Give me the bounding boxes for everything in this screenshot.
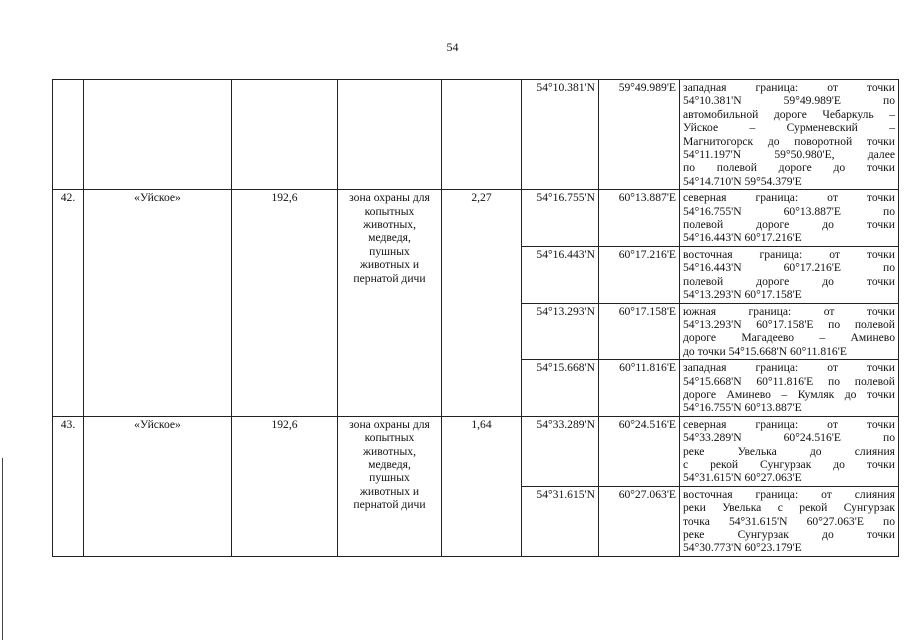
zone-type-line: зона охраны для bbox=[349, 417, 430, 431]
border-description-line: дороге Магадеево – Аминево bbox=[683, 331, 895, 345]
border-description-line: реке Увелька до слияния bbox=[683, 444, 895, 458]
zone-type-line: пернатой дичи bbox=[353, 498, 426, 512]
border-description-line: по полевой дороге до точки bbox=[683, 161, 895, 175]
zone-number-cell bbox=[53, 80, 84, 190]
zone-type-line: пернатой дичи bbox=[353, 271, 426, 285]
zone-type-cell bbox=[338, 190, 442, 417]
longitude-cell: 60°13.887'E bbox=[599, 190, 680, 247]
border-description-line: с рекой Сунгурзак до точки bbox=[683, 457, 895, 471]
border-description-cell bbox=[680, 486, 899, 556]
border-description-cell bbox=[680, 190, 899, 247]
border-description-line: 54°33.289'N 60°24.516'E по bbox=[683, 431, 895, 445]
border-description-line: 54°11.197'N 59°50.980'E, далее bbox=[683, 148, 895, 162]
latitude-cell: 54°33.289'N bbox=[522, 416, 599, 486]
border-description-line: 54°13.293'N 60°17.158'E bbox=[683, 288, 802, 302]
zone-type-cell bbox=[338, 416, 442, 556]
border-description-cell bbox=[680, 303, 899, 360]
zone-type-line: животных и bbox=[359, 484, 420, 498]
longitude-cell: 60°27.063'E bbox=[599, 486, 680, 556]
latitude-cell: 54°31.615'N bbox=[522, 486, 599, 556]
border-description-line: северная граница: от точки bbox=[683, 191, 895, 205]
latitude-cell: 54°10.381'N bbox=[522, 80, 599, 190]
longitude-cell: 60°17.216'E bbox=[599, 246, 680, 303]
zone-area-cell: 1,64 bbox=[442, 416, 522, 556]
hunting-ground-name-cell bbox=[84, 80, 232, 190]
border-description-line: восточная граница: от точки bbox=[683, 247, 895, 261]
border-description-line: дороге Аминево – Кумляк до точки bbox=[683, 387, 895, 401]
border-description-line: полевой дороге до точки bbox=[683, 274, 895, 288]
border-description-line: восточная граница: от слияния bbox=[683, 487, 895, 501]
hunting-ground-area-cell bbox=[232, 80, 338, 190]
zone-type-line: животных, bbox=[362, 218, 416, 232]
border-description-line: южная граница: от точки bbox=[683, 304, 895, 318]
page-number: 54 bbox=[446, 40, 459, 54]
border-description-line: полевой дороге до точки bbox=[683, 218, 895, 232]
table-row bbox=[53, 80, 899, 190]
latitude-cell: 54°15.668'N bbox=[522, 360, 599, 417]
border-description-line: 54°16.443'N 60°17.216'E по bbox=[683, 261, 895, 275]
border-description-line: 54°31.615'N 60°27.063'E bbox=[683, 471, 802, 485]
zone-type-line: животных и bbox=[359, 258, 420, 272]
hunting-ground-name-cell: «Уйское» bbox=[84, 416, 232, 556]
zone-type-line: животных, bbox=[362, 444, 416, 458]
border-description-line: западная граница: от точки bbox=[683, 81, 895, 94]
latitude-cell: 54°16.755'N bbox=[522, 190, 599, 247]
scan-edge-line bbox=[2, 458, 3, 640]
border-description-line: 54°16.443'N 60°17.216'E bbox=[683, 231, 802, 245]
zone-type-line: медведя, bbox=[368, 231, 411, 245]
latitude-cell: 54°13.293'N bbox=[522, 303, 599, 360]
longitude-cell: 60°17.158'E bbox=[599, 303, 680, 360]
border-description-line: 54°30.773'N 60°23.179'E bbox=[683, 541, 802, 555]
border-description-cell bbox=[680, 246, 899, 303]
border-description-line: автомобильной дороге Чебаркуль – bbox=[683, 107, 895, 121]
border-description-cell bbox=[680, 360, 899, 417]
hunting-zones-table bbox=[52, 79, 899, 557]
zone-type-line: пушных bbox=[369, 244, 410, 258]
hunting-ground-area-cell: 192,6 bbox=[232, 416, 338, 556]
border-description-line: северная граница: от точки bbox=[683, 417, 895, 431]
zone-area-cell: 2,27 bbox=[442, 190, 522, 417]
border-description-line: 54°14.710'N 59°54.379'E bbox=[683, 174, 802, 188]
longitude-cell: 59°49.989'E bbox=[599, 80, 680, 190]
longitude-cell: 60°11.816'E bbox=[599, 360, 680, 417]
zone-type-line: копытных bbox=[364, 431, 415, 445]
border-description-line: 54°10.381'N 59°49.989'E по bbox=[683, 94, 895, 108]
border-description-line: Уйское – Сурменевский – bbox=[683, 121, 895, 135]
border-description-line: точка 54°31.615'N 60°27.063'E по bbox=[683, 514, 895, 528]
table-row bbox=[53, 416, 899, 486]
hunting-ground-name-cell: «Уйское» bbox=[84, 190, 232, 417]
zone-type-line: зона охраны для bbox=[349, 191, 430, 205]
border-description-line: реке Сунгурзак до точки bbox=[683, 528, 895, 541]
border-description-line: 54°16.755'N 60°13.887'E bbox=[683, 401, 802, 415]
border-description-line: до точки 54°15.668'N 60°11.816'E bbox=[683, 344, 847, 358]
zone-type-cell bbox=[338, 80, 442, 190]
table-row bbox=[53, 190, 899, 247]
longitude-cell: 60°24.516'E bbox=[599, 416, 680, 486]
border-description-line: реки Увелька с рекой Сунгурзак bbox=[683, 501, 895, 515]
zone-number-cell: 43. bbox=[53, 416, 84, 556]
border-description-line: 54°13.293'N 60°17.158'E по полевой bbox=[683, 317, 895, 331]
zone-type-line: пушных bbox=[369, 471, 410, 485]
border-description-line: 54°16.755'N 60°13.887'E по bbox=[683, 204, 895, 218]
border-description-line: Магнитогорск до поворотной точки bbox=[683, 134, 895, 148]
hunting-ground-area-cell: 192,6 bbox=[232, 190, 338, 417]
border-description-line: 54°15.668'N 60°11.816'E по полевой bbox=[683, 374, 895, 388]
border-description-cell bbox=[680, 416, 899, 486]
latitude-cell: 54°16.443'N bbox=[522, 246, 599, 303]
zone-area-cell bbox=[442, 80, 522, 190]
zone-type-line: копытных bbox=[364, 204, 415, 218]
zone-type-line: медведя, bbox=[368, 457, 411, 471]
border-description-line: западная граница: от точки bbox=[683, 361, 895, 375]
zone-number-cell: 42. bbox=[53, 190, 84, 417]
border-description-cell bbox=[680, 80, 899, 190]
